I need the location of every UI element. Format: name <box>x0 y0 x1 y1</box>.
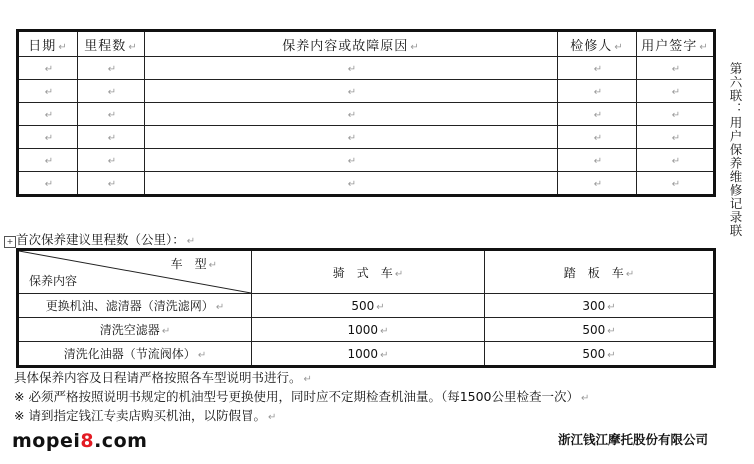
plan-value-straddle: 500 ↵ <box>252 294 485 318</box>
log-cell: ↵ <box>637 80 715 103</box>
copy-label: 第六联：用户保养维修记录联 <box>728 62 743 238</box>
log-header-mileage: 里程数 ↵ <box>78 31 145 57</box>
plan-col-header-straddle: 骑 式 车 ↵ <box>252 250 485 294</box>
log-body <box>18 57 715 196</box>
plan-value-straddle: 1000 ↵ <box>252 342 485 367</box>
log-cell: ↵ <box>18 80 78 103</box>
log-cell: ↵ <box>145 126 558 149</box>
log-row <box>18 149 715 172</box>
plan-corner-cell <box>18 250 252 294</box>
log-cell: ↵ <box>78 149 145 172</box>
log-cell: ↵ <box>145 103 558 126</box>
log-cell: ↵ <box>18 172 78 196</box>
log-cell: ↵ <box>558 57 637 80</box>
log-row <box>18 57 715 80</box>
plan-title: 首次保养建议里程数（公里）： ↵ <box>16 232 196 247</box>
maintenance-log-table <box>16 29 716 197</box>
log-cell: ↵ <box>558 103 637 126</box>
plan-item: 清洗化油器（节流阀体） ↵ <box>18 342 252 367</box>
plan-value-straddle: 1000 ↵ <box>252 318 485 342</box>
note-line-3: ※ 请到指定钱江专卖店购买机油，以防假冒。 ↵ <box>14 408 277 423</box>
log-cell: ↵ <box>637 172 715 196</box>
plan-item: 清洗空滤器 ↵ <box>18 318 252 342</box>
log-cell: ↵ <box>637 126 715 149</box>
log-header-content: 保养内容或故障原因 ↵ <box>145 31 558 57</box>
log-cell: ↵ <box>637 57 715 80</box>
log-cell: ↵ <box>637 149 715 172</box>
log-cell: ↵ <box>558 172 637 196</box>
plan-body <box>18 294 715 367</box>
log-cell: ↵ <box>78 57 145 80</box>
note-line-1: 具体保养内容及日程请严格按照各车型说明书进行。 ↵ <box>14 370 312 385</box>
log-row <box>18 126 715 149</box>
log-cell: ↵ <box>145 57 558 80</box>
log-header-signature: 用户签字 ↵ <box>637 31 715 57</box>
log-cell: ↵ <box>18 149 78 172</box>
company-name: 浙江钱江摩托股份有限公司 <box>558 432 709 447</box>
log-cell: ↵ <box>145 149 558 172</box>
plan-row <box>18 342 715 367</box>
table-move-handle-icon[interactable]: + <box>4 236 16 248</box>
log-cell: ↵ <box>18 57 78 80</box>
log-cell: ↵ <box>78 172 145 196</box>
plan-value-scooter: 500 ↵ <box>485 342 715 367</box>
log-header-row <box>18 31 715 57</box>
log-row <box>18 172 715 196</box>
log-row <box>18 103 715 126</box>
plan-header-row <box>18 250 715 294</box>
corner-bottom-label: 保养内容 <box>29 274 78 288</box>
log-header-technician: 检修人 ↵ <box>558 31 637 57</box>
log-cell: ↵ <box>78 126 145 149</box>
log-header-date: 日期 ↵ <box>18 31 78 57</box>
log-cell: ↵ <box>558 149 637 172</box>
log-cell: ↵ <box>558 126 637 149</box>
mileage-plan-table <box>16 248 716 368</box>
plan-item: 更换机油、滤清器（清洗滤网） ↵ <box>18 294 252 318</box>
corner-top-label: 车 型 ↵ <box>170 257 217 271</box>
log-row <box>18 80 715 103</box>
log-cell: ↵ <box>78 103 145 126</box>
plan-col-header-scooter: 踏 板 车 ↵ <box>485 250 715 294</box>
log-cell: ↵ <box>558 80 637 103</box>
plan-row <box>18 318 715 342</box>
plan-value-scooter: 300 ↵ <box>485 294 715 318</box>
site-watermark-logo: mopei8.com <box>12 430 148 452</box>
log-cell: ↵ <box>78 80 145 103</box>
plan-value-scooter: 500 ↵ <box>485 318 715 342</box>
log-cell: ↵ <box>145 172 558 196</box>
note-line-2: ※ 必须严格按照说明书规定的机油型号更换使用，同时应不定期检查机油量。（每1500公里检查一次） ↵ <box>14 389 590 404</box>
log-cell: ↵ <box>637 103 715 126</box>
log-cell: ↵ <box>18 103 78 126</box>
log-cell: ↵ <box>145 80 558 103</box>
log-cell: ↵ <box>18 126 78 149</box>
plan-row <box>18 294 715 318</box>
